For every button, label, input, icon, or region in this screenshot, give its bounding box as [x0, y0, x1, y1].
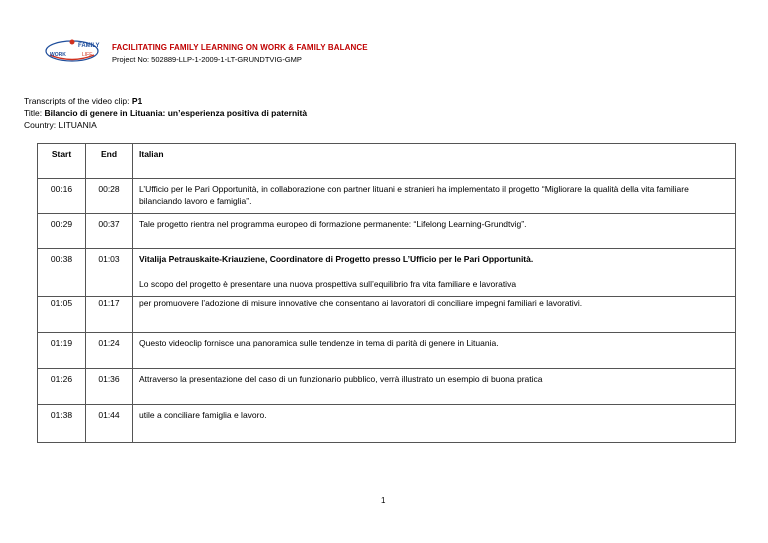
family-work-life-logo: [44, 36, 100, 66]
table-row: [38, 333, 736, 369]
header-title: FACILITATING FAMILY LEARNING ON WORK & FAMILY BALANCE: [112, 43, 368, 52]
logo-text-family: FAMILY: [78, 43, 100, 49]
row-end: 01:36: [86, 369, 133, 405]
row-end: 01:03: [86, 249, 133, 297]
transcript-table: [37, 143, 736, 443]
row-start: 01:26: [38, 369, 86, 405]
continuation-line: Lo scopo del progetto è presentare una nuova prospettiva sull’equilibrio fra vita familiare e lavorativa: [139, 279, 517, 289]
page-number: 1: [381, 496, 386, 505]
project-number: Project No: 502889-LLP-1-2009-1-LT-GRUNDTVIG-GMP: [112, 55, 302, 64]
row-text: L’Ufficio per le Pari Opportunità, in collaborazione con partner lituani e stranieri ha implementato il progetto “Migliorare la qualità della vita familiare bilanciando lavoro e famiglia”.: [133, 179, 736, 214]
row-end: 01:24: [86, 333, 133, 369]
table-row: [38, 249, 736, 297]
row-text: Tale progetto rientra nel programma europeo di formazione permanente: “Lifelong Learning-Grundtvig”.: [133, 214, 736, 249]
title-label: Title:: [24, 108, 45, 118]
table-row: [38, 179, 736, 214]
row-end: 00:37: [86, 214, 133, 249]
table-header-row: [38, 144, 736, 179]
country-value: LITUANIA: [58, 120, 97, 130]
row-text: per promuovere l’adozione di misure innovative che consentano ai lavoratori di conciliare impegni familiari e lavorativi.: [133, 297, 736, 333]
row-end: 00:28: [86, 179, 133, 214]
header-start: Start: [38, 144, 86, 179]
country-label: Country:: [24, 120, 59, 130]
row-start: 01:38: [38, 405, 86, 443]
row-text: utile a conciliare famiglia e lavoro.: [133, 405, 736, 443]
row-text: Attraverso la presentazione del caso di un funzionario pubblico, verrà illustrato un esempio di buona pratica: [133, 369, 736, 405]
table-row: [38, 405, 736, 443]
row-start: 01:05: [38, 297, 86, 333]
row-text: [133, 249, 736, 297]
title-value: Bilancio di genere in Lituania: un’esperienza positiva di paternità: [44, 108, 308, 118]
clip-line: [24, 96, 142, 106]
row-start: 01:19: [38, 333, 86, 369]
row-text: Questo videoclip fornisce una panoramica sulle tendenze in tema di parità di genere in Lituania.: [133, 333, 736, 369]
table-row: [38, 369, 736, 405]
row-end: 01:44: [86, 405, 133, 443]
header-language: Italian: [133, 144, 736, 179]
logo-text-work: WORK: [50, 52, 66, 58]
speaker-line: Vitalija Petrauskaite-Kriauziene, Coordinatore di Progetto presso L’Ufficio per le Pari Opportunità.: [139, 254, 534, 264]
logo-text-life: LIFE: [82, 52, 93, 58]
title-line: [24, 108, 307, 118]
table-row: [38, 297, 736, 333]
row-start: 00:16: [38, 179, 86, 214]
row-start: 00:29: [38, 214, 86, 249]
table-row: [38, 214, 736, 249]
row-start: 00:38: [38, 249, 86, 297]
country-line: [24, 120, 97, 130]
clip-label: Transcripts of the video clip:: [24, 96, 132, 106]
clip-value: P1: [131, 96, 143, 106]
header-end: End: [86, 144, 133, 179]
row-end: 01:17: [86, 297, 133, 333]
